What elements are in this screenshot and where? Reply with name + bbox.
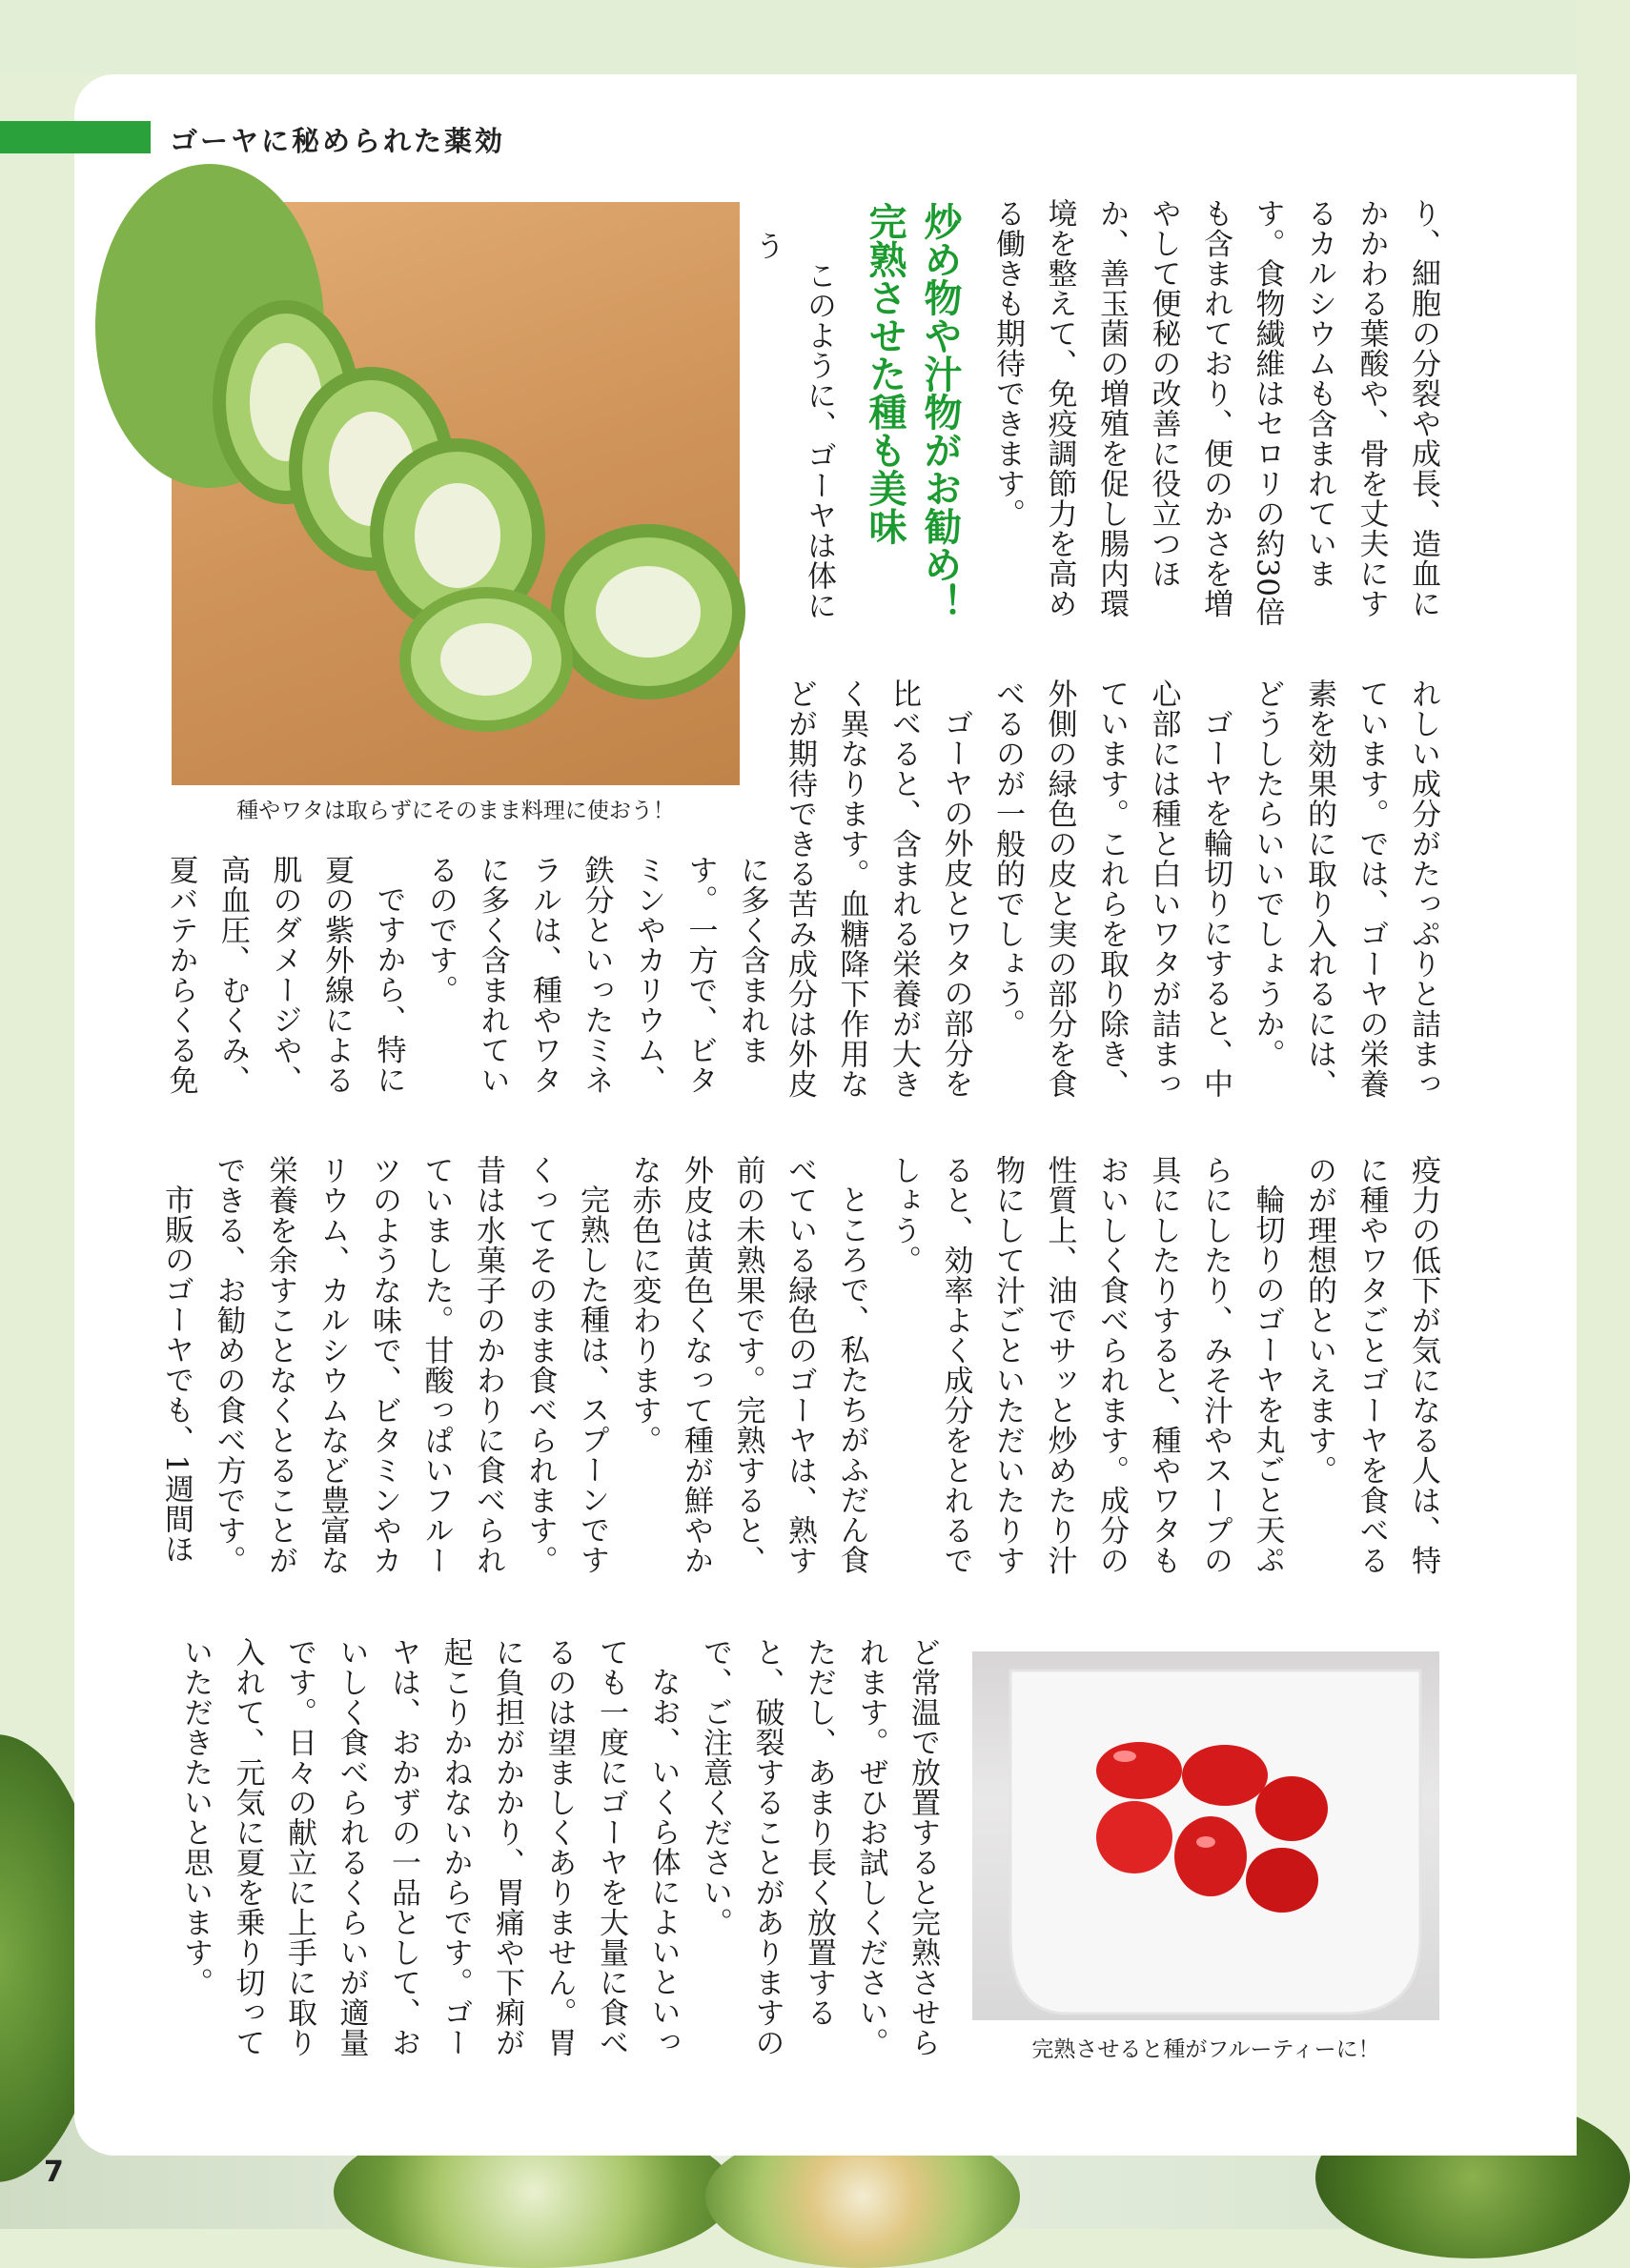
header-title: ゴーヤに秘められた薬効	[170, 125, 506, 157]
paragraph: 疫力の低下が気になる人は、特に種やワタごとゴーヤを食べるのが理想的といえます。	[1302, 1155, 1440, 1575]
top-background	[0, 0, 1577, 74]
body-column-row3	[157, 1155, 1449, 1593]
paragraph: ところで、私たちがふだん食べている緑色のゴーヤは、熟す前の未熟果です。完熟すると、外皮は黄色くなって種が鮮やかな赤色に変わります。	[626, 1155, 869, 1575]
red-seeds-photo	[972, 1651, 1439, 2020]
body-column-row2-b	[163, 855, 778, 1122]
red-seeds-illustration	[972, 1651, 1439, 2020]
paragraph: 完熟した種は、スプーンですくってそのまま食べられます。昔は水菓子のかわりに食べられていました。甘酸っぱいフルーツのような味で、ビタミンやカリウム、カルシウムなど豊富な栄養を余すことなくとることができる、お勧めの食べ方です。	[211, 1155, 609, 1575]
page-number: 7	[44, 2156, 64, 2189]
paragraph: ですから、特に夏の紫外線による肌のダメージや、高血圧、むくみ、夏バテからくる免	[163, 855, 406, 1095]
goya-slices-illustration	[172, 202, 740, 785]
header-accent-bar	[0, 121, 151, 153]
paragraph: 市販のゴーヤでも、1週間ほ	[159, 1185, 194, 1565]
goya-slices-photo	[172, 202, 740, 785]
body-column-row2-a	[783, 678, 1449, 1117]
headline-line-1: 炒め物や汁物がお勧め！	[918, 202, 962, 621]
paragraph: れしい成分がたっぷりと詰まっています。では、ゴーヤの栄養素を効果的に取り入れるには、どうしたらいいでしょうか。	[1250, 678, 1440, 1099]
headline	[853, 202, 968, 650]
body-column-row4	[157, 1637, 948, 2085]
paragraph: り、細胞の分裂や成長、造血にかかわる葉酸や、骨を丈夫にするカルシウムも含まれています。食物繊維はセロリの約30倍も含まれており、便のかさを増やして便秘の改善に役立つほか、善玉菌の増殖を促し腸内環境を整えて、免疫調節力を高める働きも期待できます。	[990, 198, 1440, 627]
paragraph: このように、ゴーヤは体にう	[749, 231, 836, 620]
body-column-row1-b	[749, 231, 845, 640]
paragraph: に多く含まれます。一方で、ビタミンやカリウム、鉄分といったミネラルは、種やワタに多く含まれているのです。	[423, 855, 769, 1095]
paragraph: ど常温で放置すると完熟させられます。ぜひお試しください。ただし、あまり長く放置すると、破裂することがありますので、ご注意ください。	[698, 1637, 940, 2057]
photo-caption-top: 種やワタは取らずにそのまま料理に使おう！	[236, 799, 675, 823]
body-column-row1-a	[990, 198, 1449, 644]
paragraph: 輪切りのゴーヤを丸ごと天ぷらにしたり、みそ汁やスープの具にしたりすると、種やワタもおいしく食べられます。成分の性質上、油でサッと炒めたり汁物にして汁ごといただいたりすると、効率よく成分をとれるでしょう。	[886, 1155, 1285, 1575]
paragraph: ゴーヤの外皮とワタの部分を比べると、含まれる栄養が大きく異なります。血糖降下作用などが期待できる苦み成分は外皮	[783, 678, 973, 1099]
photo-caption-bottom: 完熟させると種がフルーティーに！	[1031, 2037, 1380, 2062]
paragraph: ゴーヤを輪切りにすると、中心部には種と白いワタが詰まっています。これらを取り除き、外側の緑色の皮と実の部分を食べるのが一般的でしょう。	[990, 678, 1233, 1099]
paragraph: なお、いくら体によいといっても一度にゴーヤを大量に食べるのは望ましくありません。胃に負担がかかり、胃痛や下痢が起こりかねないからです。ゴーヤは、おかずの一品として、おいしく食べられるくらいが適量です。日々の献立に上手に取り入れて、元気に夏を乗り切っていただきたいと思います。	[178, 1637, 681, 2057]
headline-line-2: 完熟させた種も美味	[863, 202, 907, 545]
